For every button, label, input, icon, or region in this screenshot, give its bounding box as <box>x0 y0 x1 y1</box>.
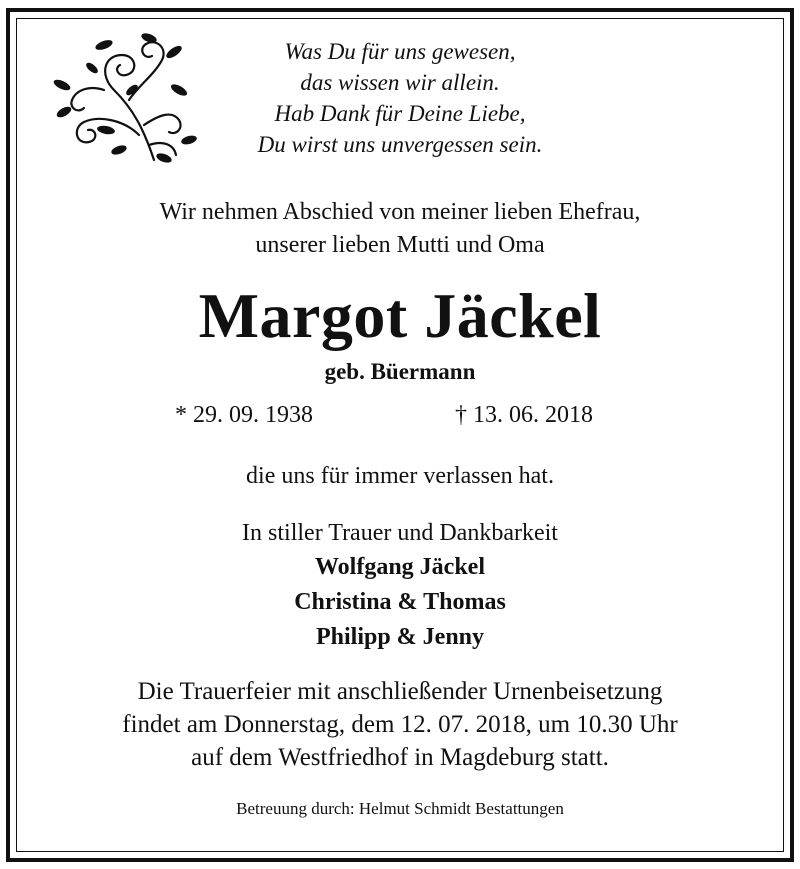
funeral-home-credit: Betreuung durch: Helmut Schmidt Bestattungen <box>236 799 564 818</box>
poem-line: Du wirst uns unvergessen sein. <box>257 132 543 157</box>
service-info <box>0 675 800 774</box>
mourner-name: Philipp & Jenny <box>315 624 485 650</box>
farewell-intro <box>0 196 800 262</box>
poem-line: Hab Dank für Deine Liebe, <box>274 101 526 126</box>
mourning-intro: In stiller Trauer und Dankbarkeit <box>242 520 558 546</box>
mourner-name: Wolfgang Jäckel <box>314 554 485 580</box>
departed-text: die uns für immer verlassen hat. <box>246 463 554 489</box>
floral-swirl-icon <box>44 30 204 165</box>
mourners-list <box>0 550 800 655</box>
service-line: Die Trauerfeier mit anschließender Urnenbeisetzung <box>137 678 663 705</box>
death-date: † 13. 06. 2018 <box>455 402 593 428</box>
service-line: auf dem Westfriedhof in Magdeburg statt. <box>191 744 609 771</box>
birth-date: * 29. 09. 1938 <box>175 402 313 428</box>
mourner-name: Christina & Thomas <box>294 589 506 615</box>
poem <box>210 36 590 160</box>
deceased-name: Margot Jäckel <box>198 280 602 351</box>
maiden-name: geb. Büermann <box>324 359 476 384</box>
poem-line: das wissen wir allein. <box>300 70 500 95</box>
poem-line: Was Du für uns gewesen, <box>284 39 516 64</box>
intro-line: unserer lieben Mutti und Oma <box>255 232 545 258</box>
intro-line: Wir nehmen Abschied von meiner lieben Ehefrau, <box>159 199 641 225</box>
service-line: findet am Donnerstag, dem 12. 07. 2018, um 10.30 Uhr <box>122 711 678 738</box>
